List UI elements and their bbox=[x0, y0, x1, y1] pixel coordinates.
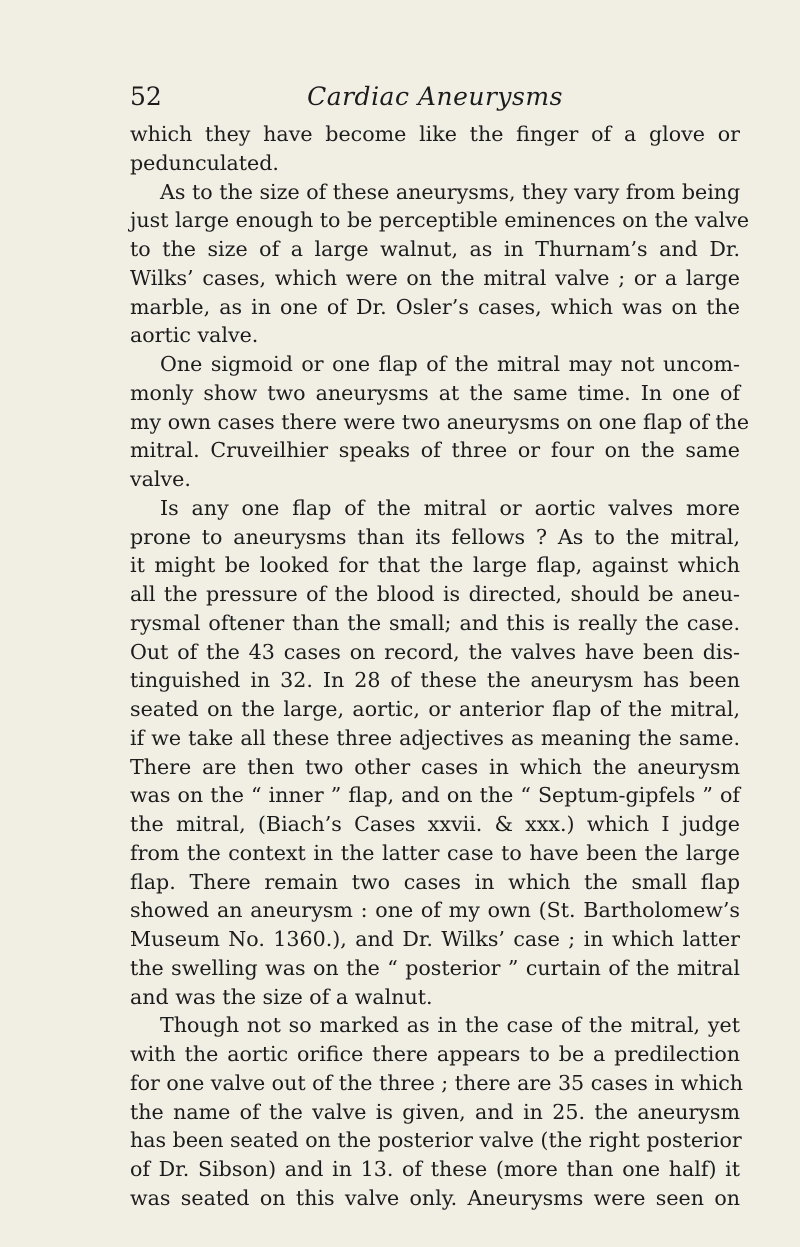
running-head bbox=[130, 80, 740, 114]
text-line: prone to aneurysms than its fellows ? As to the mitral, bbox=[130, 524, 740, 549]
text-line: if we take all these three adjectives as meaning the same. bbox=[130, 725, 740, 750]
text-line: and was the size of a walnut. bbox=[130, 984, 433, 1009]
text-line: showed an aneurysm : one of my own (St. Bartholomew’s bbox=[130, 898, 740, 923]
running-title: Cardiac Aneurysms bbox=[307, 82, 563, 111]
text-line: seated on the large, aortic, or anterior flap of the mitral, bbox=[130, 697, 740, 721]
text-line: the mitral, (Biach’s Cases xxvii. & xxx.) which I judge bbox=[130, 812, 740, 836]
body-text bbox=[130, 120, 750, 1213]
text-line: mitral. Cruveilhier speaks of three or four on the same bbox=[130, 438, 740, 463]
text-line: the name of the valve is given, and in 25. the aneurysm bbox=[130, 1099, 740, 1124]
text-line: to the size of a large walnut, as in Thurnam’s and Dr. bbox=[130, 237, 740, 261]
text-line: Out of the 43 cases on record, the valves have been dis- bbox=[130, 639, 740, 664]
text-line: As to the size of these aneurysms, they vary from being bbox=[160, 179, 741, 204]
text-line: rysmal oftener than the small; and this is really the case. bbox=[130, 610, 740, 635]
text-line: valve. bbox=[130, 467, 191, 491]
text-line: from the context in the latter case to have been the large bbox=[130, 840, 740, 865]
text-line: tinguished in 32. In 28 of these the aneurysm has been bbox=[130, 668, 740, 693]
text-line: Museum No. 1360.), and Dr. Wilks’ case ; in which latter bbox=[130, 927, 740, 951]
text-line: for one valve out of the three ; there are 35 cases in which bbox=[130, 1070, 744, 1095]
text-line: monly show two aneurysms at the same time. In one of bbox=[130, 380, 740, 405]
text-line: of Dr. Sibson) and in 13. of these (more than one half) it bbox=[130, 1157, 740, 1181]
text-line: Wilks’ cases, which were on the mitral valve ; or a large bbox=[130, 265, 740, 290]
text-line: flap. There remain two cases in which the small flap bbox=[130, 869, 740, 894]
text-line: all the pressure of the blood is directed, should be aneu- bbox=[130, 582, 740, 606]
text-line: Though not so marked as in the case of the mitral, yet bbox=[160, 1013, 740, 1038]
text-line: One sigmoid or one flap of the mitral may not uncom- bbox=[160, 352, 740, 376]
text-line: just large enough to be perceptible eminences on the valve bbox=[130, 208, 750, 233]
text-line: the swelling was on the “ posterior ” curtain of the mitral bbox=[130, 955, 740, 980]
text-line: marble, as in one of Dr. Osler’s cases, which was on the bbox=[130, 294, 740, 319]
text-line: aortic valve. bbox=[130, 323, 259, 348]
text-line: my own cases there were two aneurysms on one flap of the bbox=[130, 409, 750, 434]
text-line: with the aortic orifice there appears to be a predilection bbox=[130, 1042, 740, 1066]
text-line: it might be looked for that the large flap, against which bbox=[130, 553, 740, 578]
text-line: There are then two other cases in which the aneurysm bbox=[130, 754, 740, 779]
text-line: Is any one flap of the mitral or aortic valves more bbox=[160, 495, 740, 520]
text-line: which they have become like the finger of a glove or bbox=[130, 122, 740, 146]
text-line: was seated on this valve only. Aneurysms were seen on bbox=[130, 1185, 740, 1210]
page-number: 52 bbox=[130, 82, 162, 111]
text-line: pedunculated. bbox=[130, 150, 279, 175]
text-line: was on the “ inner ” flap, and on the “ Septum-gipfels ” of bbox=[130, 783, 740, 808]
text-line: has been seated on the posterior valve (the right posterior bbox=[130, 1128, 742, 1153]
